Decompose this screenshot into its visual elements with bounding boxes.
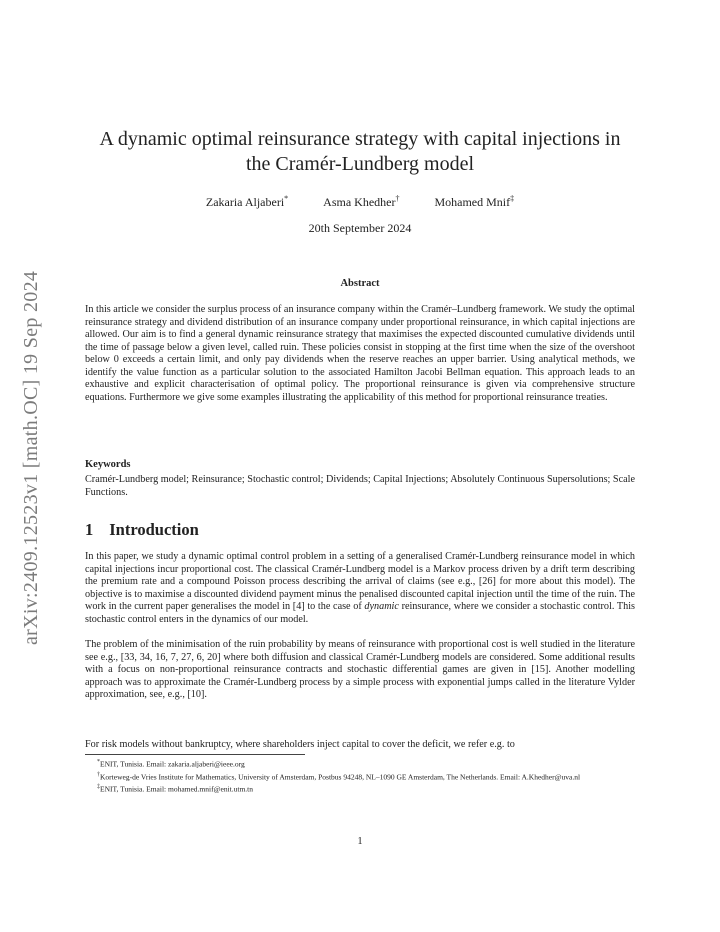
author-list bbox=[0, 194, 720, 210]
arxiv-identifier-stamp: arXiv:2409.12523v1 [math.OC] 19 Sep 2024 bbox=[20, 270, 42, 645]
author-name: Zakaria Aljaberi bbox=[205, 195, 285, 209]
intro-paragraph-3: For risk models without bankruptcy, where shareholders inject capital to cover the deficit, we refer e.g. to bbox=[85, 739, 515, 750]
intro-p1-part-b: reinsurance, where we consider a stochastic control. This stochastic control enters in the dynamics of our model. bbox=[85, 601, 635, 625]
author-2 bbox=[323, 195, 399, 209]
intro-paragraph-2: The problem of the minimisation of the ruin probability by means of reinsurance with proportional cost is well studied in the literature see e.g., [33, 34, 16, 7, 27, 6, 20] where both diffusion and classical Cramér-Lundberg models are considered. Some additional results with a focus on non-proportional reinsurance contracts and stochastic differential games are given in [15]. Another modelling approach was to approximate the Cramér-Lundberg process by a simple process with exponential jumps called in the literature Vylder approximation, see, e.g., [10]. bbox=[85, 639, 635, 700]
author-footnote-mark: * bbox=[284, 194, 289, 203]
author-1 bbox=[206, 195, 288, 209]
page-number: 1 bbox=[357, 836, 363, 847]
footnote-text: ENIT, Tunisia. Email: mohamed.mnif@enit.utm.tn bbox=[100, 784, 254, 794]
publication-date: 20th September 2024 bbox=[308, 221, 412, 235]
footnote-mark: * bbox=[97, 759, 100, 765]
keywords-text: Cramér-Lundberg model; Reinsurance; Stochastic control; Dividends; Capital Injections; Absolutely Continuous Supersolutions; Scale Functions. bbox=[85, 474, 635, 498]
footnote-divider bbox=[85, 754, 305, 755]
footnote-mark: ‡ bbox=[97, 784, 100, 790]
section-number: 1 bbox=[85, 520, 94, 539]
intro-p1-emphasis: dynamic bbox=[364, 601, 399, 612]
title-line-2: the Cramér-Lundberg model bbox=[245, 153, 475, 175]
abstract-text: In this article we consider the surplus process of an insurance company within the Cramér–Lundberg framework. We study the optimal reinsurance strategy and dividend distribution of an insurance company under proportional reinsurance, in which capital injections are allowed. Our aim is to find a general dynamic reinsurance strategy that maximises the expected discounted cumulative dividends until the time of passage below a given level, called ruin. These policies consist in stopping at the first time when the size of the overshoot below 0 exceeds a certain limit, and only pay dividends when the reserve reaches an upper barrier. Using analytical methods, we identify the value function as a particular solution to the associated Hamilton Jacobi Bellman equation. This approach leads to an exhaustive and explicit characterisation of optimal policy. The proportional reinsurance is given via comprehensive structure equations. Furthermore we give some examples illustrating the applicability of this method for proportional reinsurance treaties. bbox=[85, 304, 635, 403]
author-footnote-mark: ‡ bbox=[510, 194, 515, 203]
intro-p1-part-a: In this paper, we study a dynamic optimal control problem in a setting of a generalised Cramér-Lundberg reinsurance model in which capital injections incur proportional cost. The classical Cramér-Lundberg model is a Markov process driven by a drift term describing the premium rate and a compound Poisson process describing the arrival of claims (see e.g., [26] for more about this model). The objective is to maximise a discounted dividend payment minus the penalised discounted capital injection until the time of the ruin. The work in the current paper generalises the model in [4] to the case of bbox=[85, 551, 635, 612]
footnotes bbox=[85, 757, 635, 795]
author-3 bbox=[434, 195, 514, 209]
footnote-text: Korteweg-de Vries Institute for Mathematics, University of Amsterdam, Postbus 94248, NL–1090 GE Amsterdam, The Netherlands. Email: A.Khedher@uva.nl bbox=[100, 772, 581, 781]
section-title: Introduction bbox=[109, 520, 199, 539]
abstract-heading: Abstract bbox=[340, 278, 380, 289]
author-name: Asma Khedher bbox=[323, 195, 396, 209]
author-name: Mohamed Mnif bbox=[434, 195, 511, 209]
author-footnote-mark: † bbox=[395, 194, 400, 203]
keywords-heading: Keywords bbox=[85, 459, 131, 470]
footnote-2 bbox=[85, 770, 635, 783]
section-heading-introduction bbox=[85, 520, 199, 540]
intro-paragraph-1 bbox=[85, 551, 635, 626]
title-line-1: A dynamic optimal reinsurance strategy with capital injections in bbox=[99, 128, 621, 150]
footnote-text: ENIT, Tunisia. Email: zakaria.aljaberi@ieee.org bbox=[100, 759, 245, 769]
paper-title bbox=[0, 127, 720, 177]
footnote-mark: † bbox=[97, 771, 100, 778]
footnote-1 bbox=[85, 757, 635, 770]
footnote-3 bbox=[85, 782, 635, 795]
